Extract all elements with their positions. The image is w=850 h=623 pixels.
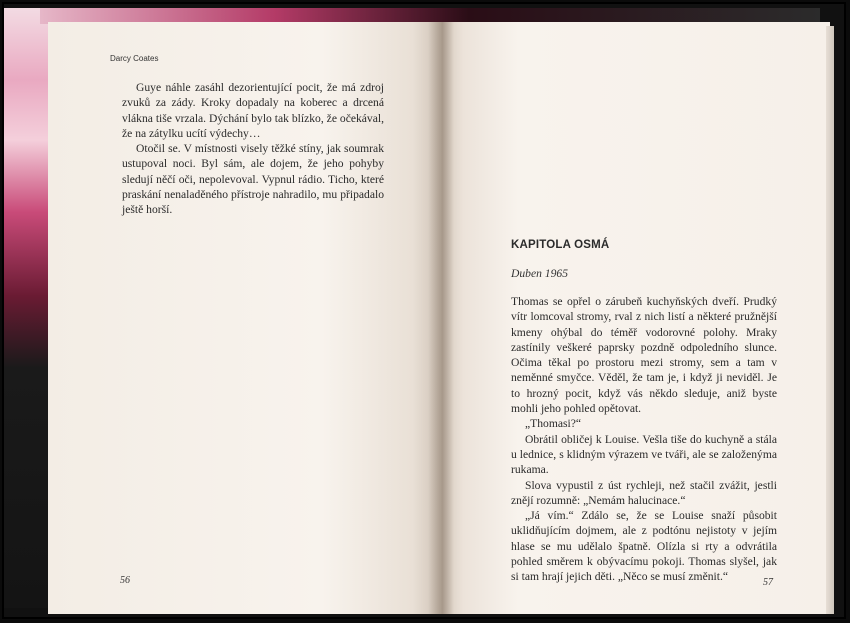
book-gutter <box>428 22 454 614</box>
paragraph: „Thomasi?“ <box>525 417 582 431</box>
running-head-author: Darcy Coates <box>110 54 159 63</box>
paragraph: Otočil se. V místnosti visely těžké stíny, jak soumrak ustupoval noci. Byl sám, ale dojem, že jeho pohyby sledují něčí oči, nepolevoval. Vypnul rádio. Ticho, které praskání nenaladěného přístroje nahradilo, mu připadalo ještě horší. <box>122 142 384 217</box>
paragraph: Thomas se opřel o zárubeň kuchyňských dveří. Prudký vítr lomcoval stromy, rval z nich listí a některé pružnější kmeny ohýbal do téměř vodorovné polohy. Mraky zastínily veškeré paprsky pozdně odpoledního slunce. Očima těkal po prostoru mezi stromy, sem a tam v neměnné smyčce. Věděl, že tam je, i když ji neviděl. Je to hrozný pocit, když vás někdo sleduje, aniž byste mohli jeho pohled opětovat. <box>511 295 777 416</box>
paragraph: Slova vypustil z úst rychleji, než stačil zvážit, jestli znějí rozumně: „Nemám halucinace.“ <box>511 478 777 507</box>
chapter-title: KAPITOLA OSMÁ <box>511 239 610 251</box>
page-number-right: 57 <box>763 577 773 588</box>
right-page-body <box>511 294 777 585</box>
paragraph: Obrátil obličej k Louise. Vešla tiše do kuchyně a stála u lednice, s klidným výrazem ve tváři, ale se založenýma rukama. <box>511 432 777 477</box>
paragraph: Guye náhle zasáhl dezorientující pocit, že má zdroj zvuků za zády. Kroky dopadaly na koberec a drcená vlákna tiše vrzala. Dýchání bylo tak blízko, že očekával, že na zátylku ucítí výdechy… <box>122 81 384 140</box>
chapter-date: Duben 1965 <box>511 267 568 280</box>
page-number-left: 56 <box>120 575 130 586</box>
left-page-body <box>122 80 384 218</box>
page-edges <box>826 26 834 614</box>
book-cover-edge <box>4 8 54 608</box>
paragraph: „Já vím.“ Zdálo se, že se Louise snaží působit uklidňujícím dojmem, ale z podtónu nejistoty v jejím hlase se mu udělalo špatně. Olízla si rty a odvrátila pohled směrem k obývacímu pokoji. Thomas slyšel, jak si tam hrají jejich děti. „Něco se musí změnit.“ <box>511 509 777 584</box>
